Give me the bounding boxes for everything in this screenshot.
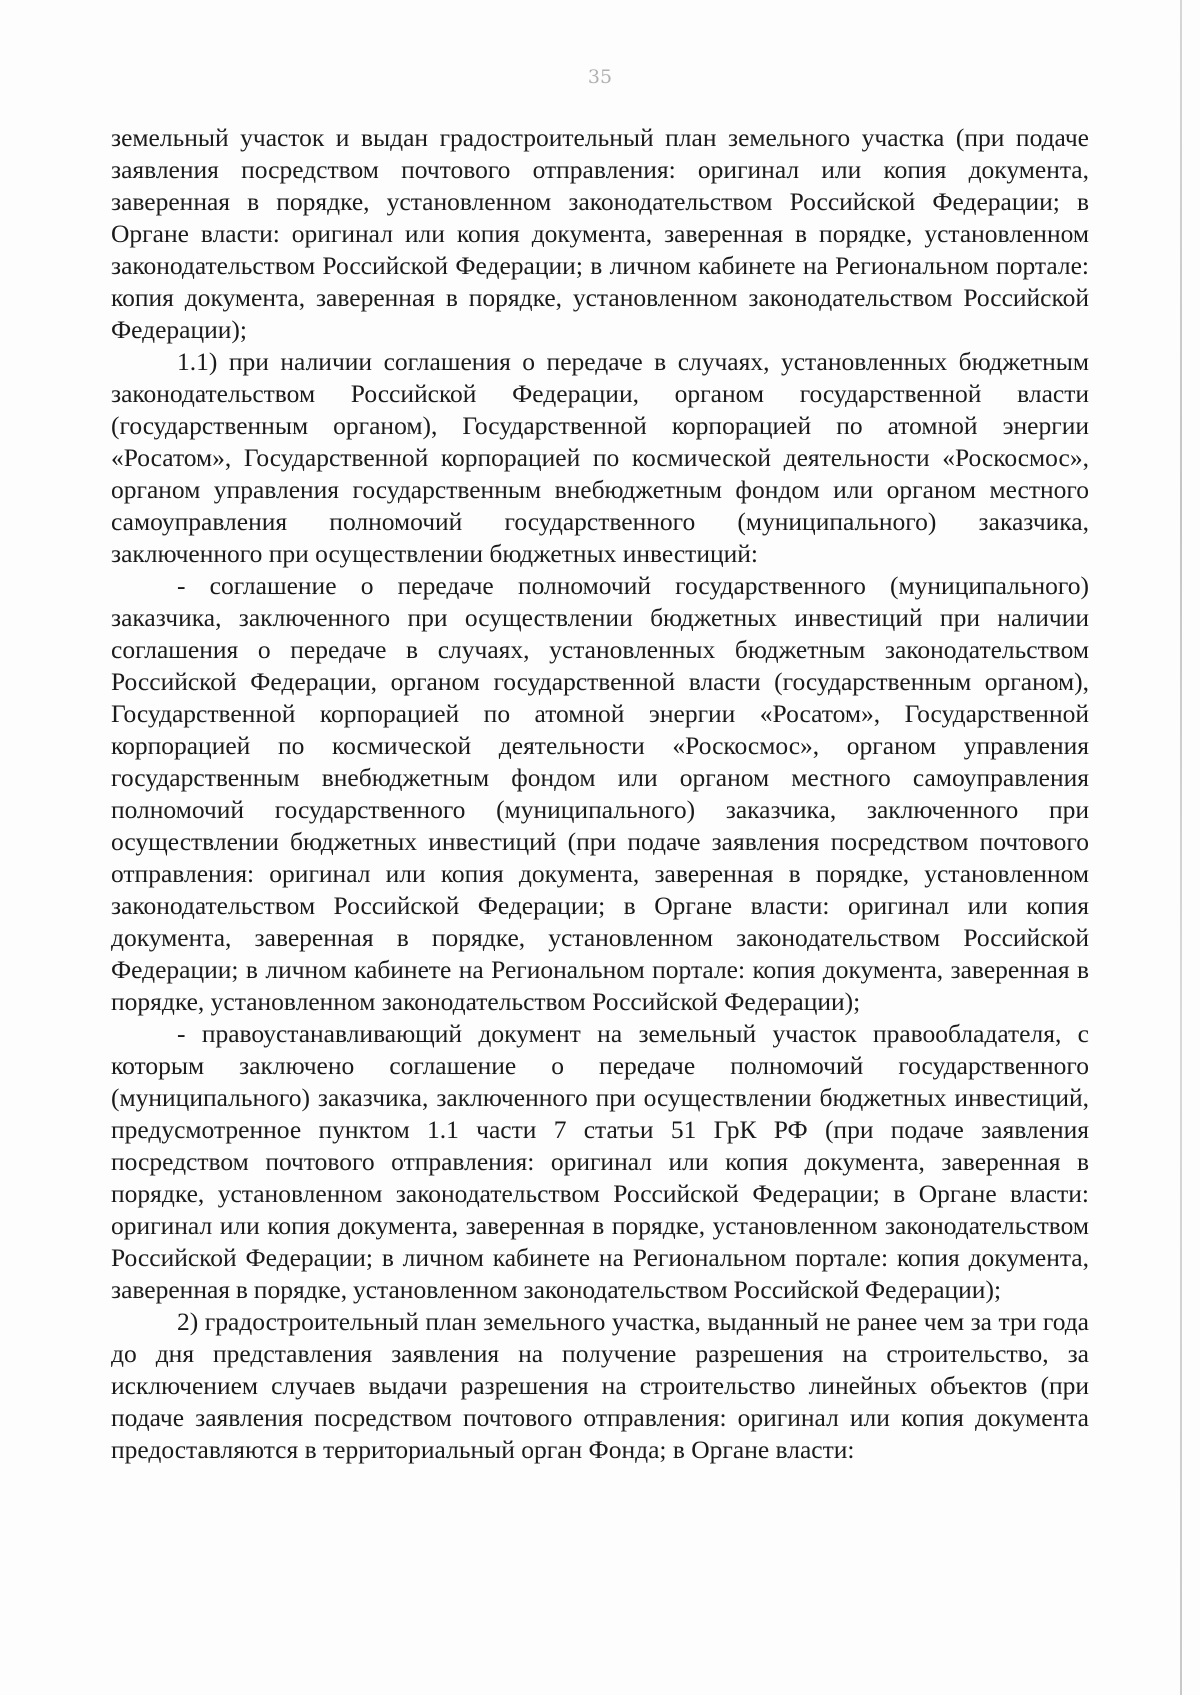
document-body <box>111 122 1089 1466</box>
paragraph-continuation: земельный участок и выдан градостроительный план земельного участка (при подаче заявления посредством почтового отправления: оригинал или копия документа, заверенная в порядке, установленном законодательством Российской Федерации; в Органе власти: оригинал или копия документа, заверенная в порядке, установленном законодательством Российской Федерации; в личном кабинете на Региональном портале: копия документа, заверенная в порядке, установленном законодательством Российской Федерации); <box>111 123 1089 344</box>
paragraph-item-2: 2) градостроительный план земельного участка, выданный не ранее чем за три года до дня представления заявления на получение разрешения на строительство, за исключением случаев выдачи разрешения на строительство линейных объектов (при подаче заявления посредством почтового отправления: оригинал или копия документа предоставляются в территориальный орган Фонда; в Органе власти: <box>111 1307 1089 1464</box>
paragraph-agreement: - соглашение о передаче полномочий государственного (муниципального) заказчика, заключенного при осуществлении бюджетных инвестиций при наличии соглашения о передаче в случаях, установленных бюджетным законодательством Российской Федерации, органом государственной власти (государственным органом), Государственной корпорацией по атомной энергии «Росатом», Государственной корпорацией по космической деятельности «Роскосмос», органом управления государственным внебюджетным фондом или органом местного самоуправления полномочий государственного (муниципального) заказчика, заключенного при осуществлении бюджетных инвестиций (при подаче заявления посредством почтового отправления: оригинал или копия документа, заверенная в порядке, установленном законодательством Российской Федерации; в Органе власти: оригинал или копия документа, заверенная в порядке, установленном законодательством Российской Федерации; в личном кабинете на Региональном портале: копия документа, заверенная в порядке, установленном законодательством Российской Федерации); <box>111 571 1089 1016</box>
page-number: 35 <box>587 66 613 88</box>
paragraph-item-1-1: 1.1) при наличии соглашения о передаче в случаях, установленных бюджетным законодательством Российской Федерации, органом государственной власти (государственным органом), Государственной корпорацией по атомной энергии «Росатом», Государственной корпорацией по космической деятельности «Роскосмос», органом управления государственным внебюджетным фондом или органом местного самоуправления полномочий государственного (муниципального) заказчика, заключенного при осуществлении бюджетных инвестиций: <box>111 347 1089 568</box>
paragraph-title-document: - правоустанавливающий документ на земельный участок правообладателя, с которым заключено соглашение о передаче полномочий государственного (муниципального) заказчика, заключенного при осуществлении бюджетных инвестиций, предусмотренное пунктом 1.1 части 7 статьи 51 ГрК РФ (при подаче заявления посредством почтового отправления: оригинал или копия документа, заверенная в порядке, установленном законодательством Российской Федерации; в Органе власти: оригинал или копия документа, заверенная в порядке, установленном законодательством Российской Федерации; в личном кабинете на Региональном портале: копия документа, заверенная в порядке, установленном законодательством Российской Федерации); <box>111 1019 1089 1304</box>
scan-edge-line <box>1180 0 1182 1695</box>
